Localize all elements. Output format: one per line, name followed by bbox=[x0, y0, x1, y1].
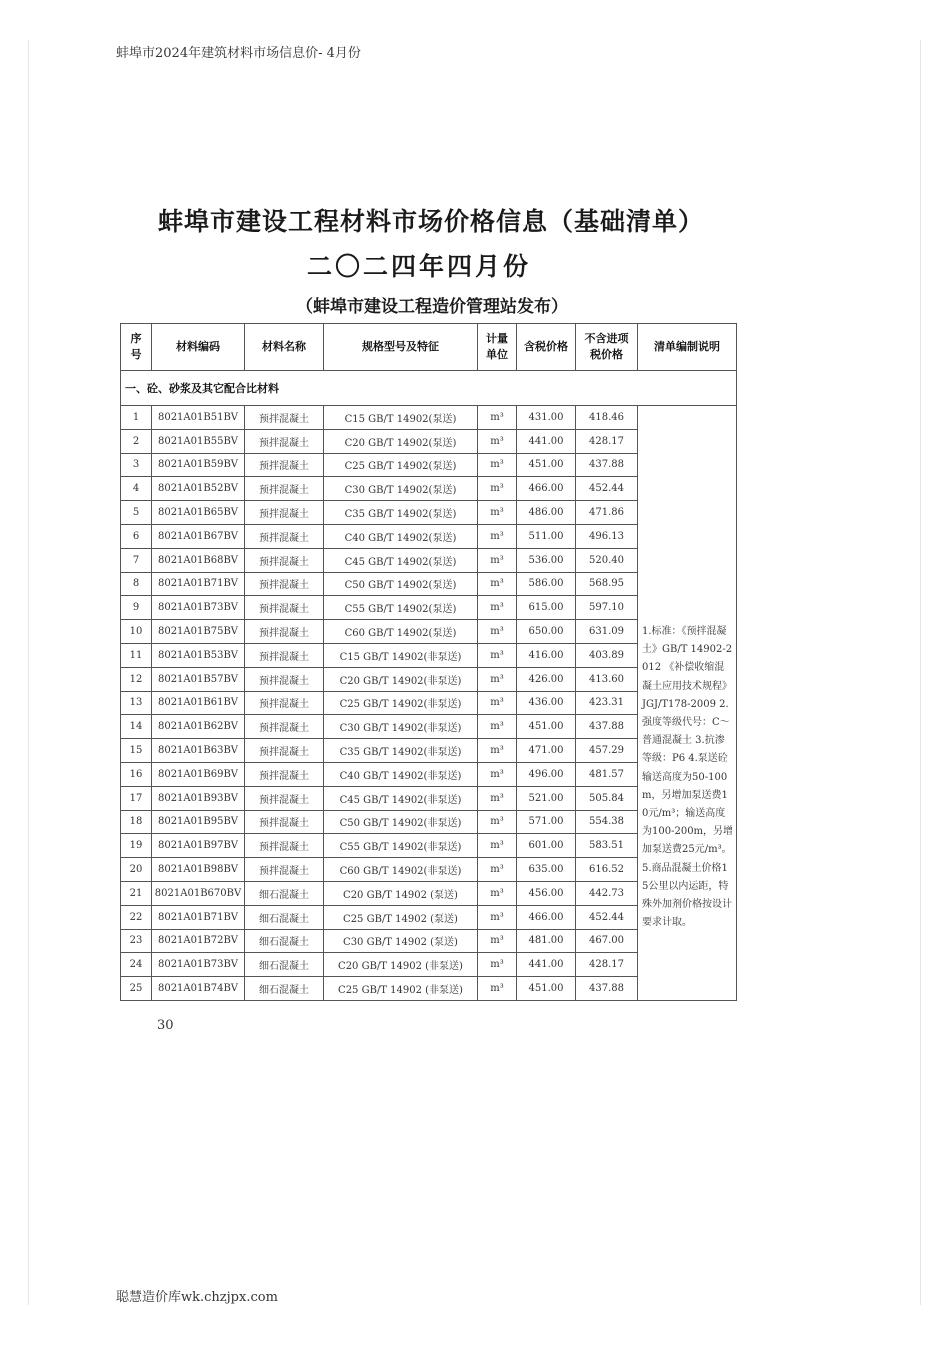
cell-material-name: 预拌混凝土 bbox=[245, 572, 324, 596]
cell-material-name: 细石混凝土 bbox=[245, 905, 324, 929]
cell-unit: m³ bbox=[478, 905, 517, 929]
cell-spec: C55 GB/T 14902(泵送) bbox=[324, 596, 478, 620]
cell-material-name: 预拌混凝土 bbox=[245, 762, 324, 786]
cell-spec: C30 GB/T 14902 (泵送) bbox=[324, 929, 478, 953]
cell-row-no: 15 bbox=[121, 739, 152, 763]
cell-price-tax: 426.00 bbox=[517, 667, 576, 691]
cell-price-tax: 451.00 bbox=[517, 977, 576, 1001]
cell-price-notax: 597.10 bbox=[576, 596, 638, 620]
cell-spec: C15 GB/T 14902(非泵送) bbox=[324, 643, 478, 667]
cell-spec: C60 GB/T 14902(非泵送) bbox=[324, 858, 478, 882]
cell-material-name: 预拌混凝土 bbox=[245, 406, 324, 430]
cell-price-notax: 481.57 bbox=[576, 762, 638, 786]
col-header-spec: 规格型号及特征 bbox=[324, 324, 478, 371]
cell-price-tax: 441.00 bbox=[517, 429, 576, 453]
cell-row-no: 3 bbox=[121, 453, 152, 477]
cell-unit: m³ bbox=[478, 596, 517, 620]
cell-price-tax: 436.00 bbox=[517, 691, 576, 715]
cell-spec: C60 GB/T 14902(泵送) bbox=[324, 620, 478, 644]
cell-price-notax: 467.00 bbox=[576, 929, 638, 953]
cell-price-tax: 536.00 bbox=[517, 548, 576, 572]
cell-price-tax: 466.00 bbox=[517, 477, 576, 501]
cell-price-notax: 428.17 bbox=[576, 429, 638, 453]
cell-row-no: 4 bbox=[121, 477, 152, 501]
cell-material-name: 预拌混凝土 bbox=[245, 786, 324, 810]
cell-unit: m³ bbox=[478, 572, 517, 596]
cell-price-tax: 650.00 bbox=[517, 620, 576, 644]
cell-row-no: 12 bbox=[121, 667, 152, 691]
cell-price-notax: 505.84 bbox=[576, 786, 638, 810]
cell-material-code: 8021A01B71BV bbox=[152, 905, 245, 929]
cell-material-name: 预拌混凝土 bbox=[245, 810, 324, 834]
cell-spec: C40 GB/T 14902(非泵送) bbox=[324, 762, 478, 786]
page-border-left bbox=[28, 40, 29, 1305]
cell-row-no: 21 bbox=[121, 881, 152, 905]
cell-material-code: 8021A01B53BV bbox=[152, 643, 245, 667]
cell-price-tax: 441.00 bbox=[517, 953, 576, 977]
cell-price-notax: 428.17 bbox=[576, 953, 638, 977]
cell-spec: C45 GB/T 14902(非泵送) bbox=[324, 786, 478, 810]
cell-row-no: 13 bbox=[121, 691, 152, 715]
cell-material-code: 8021A01B72BV bbox=[152, 929, 245, 953]
cell-material-code: 8021A01B69BV bbox=[152, 762, 245, 786]
cell-material-code: 8021A01B95BV bbox=[152, 810, 245, 834]
cell-price-notax: 457.29 bbox=[576, 739, 638, 763]
section-row bbox=[121, 371, 737, 406]
cell-material-name: 细石混凝土 bbox=[245, 953, 324, 977]
col-header-price-notax: 不含进项税价格 bbox=[576, 324, 638, 371]
cell-spec: C20 GB/T 14902 (非泵送) bbox=[324, 953, 478, 977]
cell-price-notax: 437.88 bbox=[576, 715, 638, 739]
cell-material-code: 8021A01B67BV bbox=[152, 524, 245, 548]
cell-unit: m³ bbox=[478, 834, 517, 858]
cell-material-name: 细石混凝土 bbox=[245, 929, 324, 953]
cell-unit: m³ bbox=[478, 477, 517, 501]
document-title: 蚌埠市建设工程材料市场价格信息（基础清单） bbox=[158, 207, 705, 236]
cell-material-code: 8021A01B73BV bbox=[152, 953, 245, 977]
cell-material-code: 8021A01B55BV bbox=[152, 429, 245, 453]
cell-row-no: 1 bbox=[121, 406, 152, 430]
cell-unit: m³ bbox=[478, 643, 517, 667]
cell-row-no: 6 bbox=[121, 524, 152, 548]
table-row bbox=[121, 406, 737, 430]
cell-unit: m³ bbox=[478, 739, 517, 763]
cell-unit: m³ bbox=[478, 406, 517, 430]
table-header-row bbox=[121, 324, 737, 371]
cell-unit: m³ bbox=[478, 881, 517, 905]
cell-spec: C20 GB/T 14902 (泵送) bbox=[324, 881, 478, 905]
cell-material-code: 8021A01B57BV bbox=[152, 667, 245, 691]
col-header-unit: 计量单位 bbox=[478, 324, 517, 371]
cell-material-code: 8021A01B97BV bbox=[152, 834, 245, 858]
cell-price-tax: 466.00 bbox=[517, 905, 576, 929]
note-cell: 1.标准：《预拌混凝土》GB/T 14902-2012 《补偿收缩混凝土应用技术规程》JGJ/T178-2009 2.强度等级代号：C～普通混凝土 3.抗渗等级：P6 4.泵送砼输送高度为50-100m，另增加泵送费10元/m³；输送高度为100-200m，另增加泵送费25元/m³。5.商品混凝土价格15公里以内运距，特殊外加剂价格按设计要求计取。 bbox=[638, 406, 737, 1001]
col-header-no: 序号 bbox=[121, 324, 152, 371]
cell-spec: C30 GB/T 14902(非泵送) bbox=[324, 715, 478, 739]
cell-price-notax: 471.86 bbox=[576, 501, 638, 525]
cell-row-no: 18 bbox=[121, 810, 152, 834]
page-header: 蚌埠市2024年建筑材料市场信息价- 4月份 bbox=[116, 46, 361, 61]
cell-spec: C25 GB/T 14902 (非泵送) bbox=[324, 977, 478, 1001]
cell-unit: m³ bbox=[478, 810, 517, 834]
cell-row-no: 16 bbox=[121, 762, 152, 786]
cell-spec: C20 GB/T 14902(非泵送) bbox=[324, 667, 478, 691]
cell-material-code: 8021A01B73BV bbox=[152, 596, 245, 620]
cell-material-code: 8021A01B71BV bbox=[152, 572, 245, 596]
price-table bbox=[120, 323, 737, 1001]
cell-material-code: 8021A01B62BV bbox=[152, 715, 245, 739]
cell-row-no: 11 bbox=[121, 643, 152, 667]
cell-unit: m³ bbox=[478, 548, 517, 572]
cell-material-code: 8021A01B68BV bbox=[152, 548, 245, 572]
cell-material-code: 8021A01B51BV bbox=[152, 406, 245, 430]
cell-spec: C50 GB/T 14902(非泵送) bbox=[324, 810, 478, 834]
cell-price-notax: 583.51 bbox=[576, 834, 638, 858]
cell-price-tax: 521.00 bbox=[517, 786, 576, 810]
document-date-title: 二〇二四年四月份 bbox=[307, 252, 532, 281]
cell-row-no: 17 bbox=[121, 786, 152, 810]
cell-price-notax: 437.88 bbox=[576, 453, 638, 477]
cell-material-name: 预拌混凝土 bbox=[245, 596, 324, 620]
cell-row-no: 9 bbox=[121, 596, 152, 620]
cell-price-tax: 431.00 bbox=[517, 406, 576, 430]
cell-price-notax: 413.60 bbox=[576, 667, 638, 691]
cell-unit: m³ bbox=[478, 953, 517, 977]
cell-spec: C35 GB/T 14902(非泵送) bbox=[324, 739, 478, 763]
col-header-price-tax: 含税价格 bbox=[517, 324, 576, 371]
cell-spec: C15 GB/T 14902(泵送) bbox=[324, 406, 478, 430]
cell-price-notax: 442.73 bbox=[576, 881, 638, 905]
cell-unit: m³ bbox=[478, 667, 517, 691]
cell-price-tax: 451.00 bbox=[517, 715, 576, 739]
cell-price-tax: 486.00 bbox=[517, 501, 576, 525]
cell-row-no: 5 bbox=[121, 501, 152, 525]
cell-spec: C20 GB/T 14902(泵送) bbox=[324, 429, 478, 453]
cell-material-code: 8021A01B59BV bbox=[152, 453, 245, 477]
cell-spec: C25 GB/T 14902 (泵送) bbox=[324, 905, 478, 929]
cell-material-name: 预拌混凝土 bbox=[245, 858, 324, 882]
cell-material-code: 8021A01B670BV bbox=[152, 881, 245, 905]
cell-price-notax: 520.40 bbox=[576, 548, 638, 572]
cell-material-code: 8021A01B52BV bbox=[152, 477, 245, 501]
section-title: 一、砼、砂浆及其它配合比材料 bbox=[121, 371, 737, 406]
cell-unit: m³ bbox=[478, 786, 517, 810]
cell-unit: m³ bbox=[478, 524, 517, 548]
cell-price-notax: 568.95 bbox=[576, 572, 638, 596]
cell-price-notax: 452.44 bbox=[576, 477, 638, 501]
cell-row-no: 24 bbox=[121, 953, 152, 977]
cell-material-code: 8021A01B74BV bbox=[152, 977, 245, 1001]
cell-price-tax: 451.00 bbox=[517, 453, 576, 477]
cell-unit: m³ bbox=[478, 715, 517, 739]
cell-spec: C50 GB/T 14902(泵送) bbox=[324, 572, 478, 596]
cell-price-notax: 554.38 bbox=[576, 810, 638, 834]
cell-material-name: 预拌混凝土 bbox=[245, 715, 324, 739]
cell-row-no: 22 bbox=[121, 905, 152, 929]
cell-row-no: 7 bbox=[121, 548, 152, 572]
cell-unit: m³ bbox=[478, 501, 517, 525]
cell-price-tax: 496.00 bbox=[517, 762, 576, 786]
cell-spec: C30 GB/T 14902(泵送) bbox=[324, 477, 478, 501]
cell-material-name: 细石混凝土 bbox=[245, 881, 324, 905]
cell-material-name: 预拌混凝土 bbox=[245, 501, 324, 525]
cell-price-notax: 496.13 bbox=[576, 524, 638, 548]
cell-price-tax: 635.00 bbox=[517, 858, 576, 882]
cell-price-notax: 616.52 bbox=[576, 858, 638, 882]
cell-spec: C25 GB/T 14902(泵送) bbox=[324, 453, 478, 477]
cell-price-tax: 571.00 bbox=[517, 810, 576, 834]
cell-price-tax: 615.00 bbox=[517, 596, 576, 620]
cell-row-no: 2 bbox=[121, 429, 152, 453]
cell-spec: C25 GB/T 14902(非泵送) bbox=[324, 691, 478, 715]
col-header-name: 材料名称 bbox=[245, 324, 324, 371]
cell-row-no: 14 bbox=[121, 715, 152, 739]
cell-spec: C40 GB/T 14902(泵送) bbox=[324, 524, 478, 548]
cell-material-code: 8021A01B98BV bbox=[152, 858, 245, 882]
cell-row-no: 19 bbox=[121, 834, 152, 858]
cell-material-name: 预拌混凝土 bbox=[245, 691, 324, 715]
col-header-note: 清单编制说明 bbox=[638, 324, 737, 371]
cell-price-notax: 452.44 bbox=[576, 905, 638, 929]
cell-price-tax: 586.00 bbox=[517, 572, 576, 596]
cell-spec: C45 GB/T 14902(泵送) bbox=[324, 548, 478, 572]
cell-price-notax: 437.88 bbox=[576, 977, 638, 1001]
cell-material-name: 预拌混凝土 bbox=[245, 477, 324, 501]
cell-row-no: 10 bbox=[121, 620, 152, 644]
cell-material-name: 预拌混凝土 bbox=[245, 620, 324, 644]
cell-material-name: 预拌混凝土 bbox=[245, 667, 324, 691]
cell-price-tax: 511.00 bbox=[517, 524, 576, 548]
cell-material-code: 8021A01B61BV bbox=[152, 691, 245, 715]
cell-material-name: 预拌混凝土 bbox=[245, 739, 324, 763]
cell-unit: m³ bbox=[478, 929, 517, 953]
cell-material-name: 细石混凝土 bbox=[245, 977, 324, 1001]
footer-source: 聪慧造价库wk.chzjpx.com bbox=[116, 1290, 278, 1305]
cell-material-code: 8021A01B65BV bbox=[152, 501, 245, 525]
cell-material-name: 预拌混凝土 bbox=[245, 524, 324, 548]
cell-material-name: 预拌混凝土 bbox=[245, 643, 324, 667]
cell-row-no: 20 bbox=[121, 858, 152, 882]
cell-spec: C35 GB/T 14902(泵送) bbox=[324, 501, 478, 525]
cell-unit: m³ bbox=[478, 429, 517, 453]
cell-material-code: 8021A01B63BV bbox=[152, 739, 245, 763]
cell-price-notax: 631.09 bbox=[576, 620, 638, 644]
cell-price-tax: 416.00 bbox=[517, 643, 576, 667]
page-border-right bbox=[920, 40, 921, 1305]
cell-spec: C55 GB/T 14902(非泵送) bbox=[324, 834, 478, 858]
cell-unit: m³ bbox=[478, 977, 517, 1001]
cell-price-tax: 471.00 bbox=[517, 739, 576, 763]
cell-price-tax: 481.00 bbox=[517, 929, 576, 953]
cell-material-code: 8021A01B75BV bbox=[152, 620, 245, 644]
cell-price-tax: 601.00 bbox=[517, 834, 576, 858]
cell-material-code: 8021A01B93BV bbox=[152, 786, 245, 810]
cell-price-tax: 456.00 bbox=[517, 881, 576, 905]
cell-material-name: 预拌混凝土 bbox=[245, 548, 324, 572]
cell-price-notax: 418.46 bbox=[576, 406, 638, 430]
page-number: 30 bbox=[157, 1018, 174, 1033]
cell-price-notax: 403.89 bbox=[576, 643, 638, 667]
cell-material-name: 预拌混凝土 bbox=[245, 429, 324, 453]
document-publisher: （蚌埠市建设工程造价管理站发布） bbox=[296, 297, 568, 317]
cell-material-name: 预拌混凝土 bbox=[245, 453, 324, 477]
cell-material-name: 预拌混凝土 bbox=[245, 834, 324, 858]
cell-row-no: 25 bbox=[121, 977, 152, 1001]
cell-unit: m³ bbox=[478, 762, 517, 786]
cell-row-no: 8 bbox=[121, 572, 152, 596]
cell-unit: m³ bbox=[478, 858, 517, 882]
cell-unit: m³ bbox=[478, 620, 517, 644]
col-header-code: 材料编码 bbox=[152, 324, 245, 371]
cell-unit: m³ bbox=[478, 691, 517, 715]
cell-price-notax: 423.31 bbox=[576, 691, 638, 715]
cell-unit: m³ bbox=[478, 453, 517, 477]
cell-row-no: 23 bbox=[121, 929, 152, 953]
